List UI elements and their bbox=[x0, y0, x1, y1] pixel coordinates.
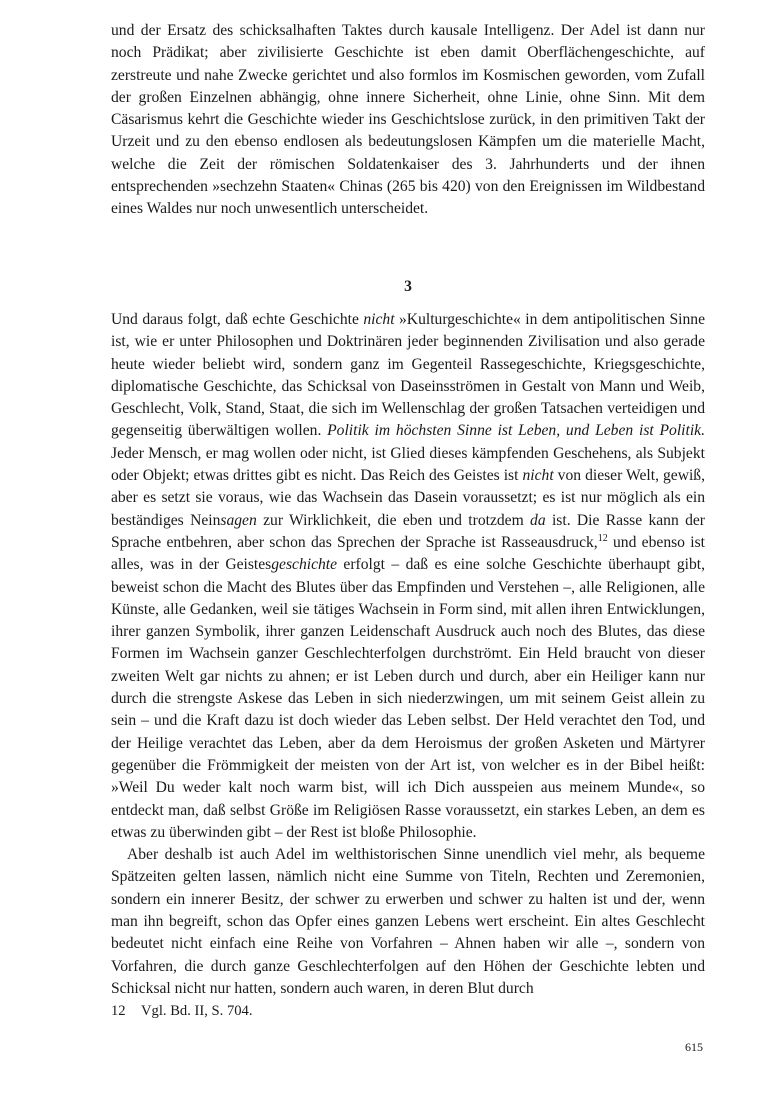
paragraph-politik bbox=[111, 309, 705, 844]
footnote-number: 12 bbox=[111, 1003, 126, 1019]
text-run: und ebenso ist alles, was in der Geistes bbox=[111, 533, 706, 574]
body-text-top bbox=[111, 20, 705, 221]
paragraph-continued: und der Ersatz des schicksalhaften Taktes durch kausale Intelligenz. Der Adel ist dann nur noch Prädikat; aber zivilisierte Geschichte ist eben damit Oberflächengeschichte, auf zerstreute und nahe Zwecke gerichtet und also formlos im Kosmischen geworden, vom Zufall der großen Einzelnen abhängig, ohne innere Sicherheit, ohne Linie, ohne Sinn. Mit dem Cäsarismus kehrt die Geschichte wieder ins Geschichtslose zurück, in den primitiven Takt der Urzeit und zu den ebenso endlosen als bedeutungslosen Kämpfen um die materielle Macht, welche die Zeit der römischen Soldatenkaiser des 3. Jahrhunderts und der ihnen entsprechenden »sechzehn Staaten« Chinas (265 bis 420) von den Ereignissen im Wildbestand eines Waldes nur noch unwesentlich unterscheidet. bbox=[111, 22, 705, 218]
emphasis: da bbox=[530, 511, 546, 529]
emphasis: geschichte bbox=[271, 556, 338, 574]
emphasis: sagen bbox=[220, 511, 257, 529]
body-text-main bbox=[111, 309, 705, 1000]
emphasis: nicht bbox=[522, 467, 554, 485]
section-number: 3 bbox=[404, 278, 412, 295]
text-run: erfolgt – daß es eine solche Geschichte überhaupt gibt, beweist schon die Macht des Blutes über das Empfinden und Verstehen –, alle Religionen, alle Künste, alle Gedanken, weil sie tätiges Wachsein in Form sind, mit allen ihren Entwicklungen, ihrer ganzen Symbolik, ihrer ganzen Leidenschaft Ausdruck auch noch des Blutes, das diese Formen im Wachsein ganzer Geschlechterfolgen durchströmt. Ein Held braucht von dieser zweiten Welt gar nichts zu ahnen; er ist Leben durch und durch, aber ein Heiliger kann nur durch die strengste Askese das Leben in sich niederzwingen, um mit seinem Geist allein zu sein – und die Kraft dazu ist doch wieder das Leben selbst. Der Held verachtet den Tod, und der Heilige verachtet das Leben, aber da dem Heroismus der großen Asketen und Märtyrer gegenüber die Frömmigkeit der meisten von der Art ist, von welcher es in der Bibel heißt: »Weil Du weder kalt noch warm bist, will ich Dich ausspeien aus meinem Munde«, so entdeckt man, daß selbst Größe im Religiösen Rasse voraussetzt, ein starkes Leben, an dem es etwas zu überwinden gibt – der Rest ist bloße Philosophie. bbox=[111, 556, 706, 841]
text-run: Und daraus folgt, daß echte Geschichte bbox=[111, 311, 364, 328]
footnote-text: Vgl. Bd. II, S. 704. bbox=[141, 1003, 253, 1019]
text-run: ist. Die Rasse kann der Sprache entbehren, aber schon das Sprechen der Sprache ist Rasseausdruck, bbox=[111, 511, 705, 551]
page-number: 615 bbox=[685, 1040, 703, 1054]
footnote-reference[interactable]: 12 bbox=[597, 532, 608, 544]
footnote bbox=[111, 1001, 705, 1021]
text-run: »Kulturgeschichte« in dem antipolitischen Sinne ist, wie er unter Philosophen und Doktrinären jeder beginnenden Zivilisation und also gerade heute wieder beliebt wird, sondern ganz im Gegenteil Rassegeschichte, Kriegsgeschichte, diplomatische Geschichte, das Schicksal von Daseinsströmen in Gestalt von Mann und Weib, Geschlecht, Volk, Stand, Staat, die sich im Wellenschlag der großen Tatsachen verteidigen und gegenseitig überwältigen wollen. bbox=[111, 311, 705, 440]
text-run: zur Wirklichkeit, die eben und trotzdem bbox=[256, 511, 531, 529]
emphasis: Politik im höchsten Sinne ist Leben, und Leben ist Politik. bbox=[327, 422, 705, 440]
text-run: von dieser Welt, gewiß, aber es setzt sie voraus, wie das Wachsein das Dasein voraussetzt; es ist nur möglich als ein beständiges Nein bbox=[111, 467, 705, 529]
paragraph-adel: Aber deshalb ist auch Adel im welthistorischen Sinne unendlich viel mehr, als bequeme Spätzeiten gelten lassen, nämlich nicht eine Summe von Titeln, Rechten und Zeremonien, sondern ein innerer Besitz, der schwer zu erwerben und schwer zu halten ist und der, wenn man ihn begreift, schon das Opfer eines ganzen Lebens wert erscheint. Ein altes Geschlecht bedeutet nicht einfach eine Reihe von Vorfahren – Ahnen haben wir alle –, sondern von Vorfahren, die durch ganze Geschlechterfolgen auf den Höhen der Geschichte lebten und Schicksal nicht nur hatten, sondern auch waren, in deren Blut durch bbox=[111, 846, 705, 997]
text-run: Jeder Mensch, er mag wollen oder nicht, ist Glied dieses kämpfenden Geschehens, als Subjekt oder Objekt; etwas drittes gibt es nicht. Das Reich des Geistes ist bbox=[111, 444, 705, 485]
emphasis: nicht bbox=[363, 311, 395, 328]
